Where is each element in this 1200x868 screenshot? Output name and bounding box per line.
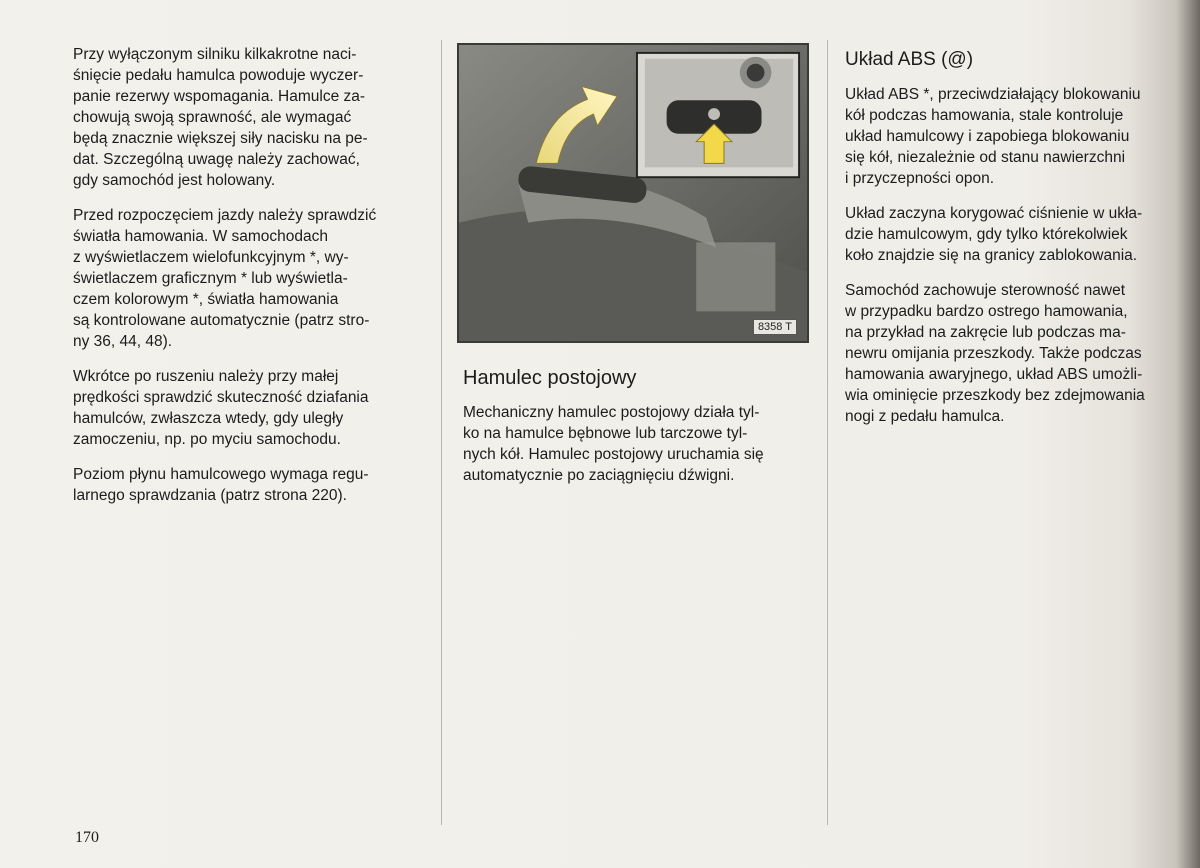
page-number: 170	[75, 829, 99, 846]
paragraph-brake-test: Wkrótce po ruszeniu należy przy małej prędkości sprawdzić skuteczność dziafania hamulców, zwłaszcza wtedy, gdy uległy zamoczeniu, np. po myciu samochodu.	[73, 368, 369, 448]
paragraph-abs-steering: Samochód zachowuje sterowność nawet w przypadku bardzo ostrego hamowania, na przykład na zakręcie lub podczas ma- newru omijania przeszkody. Także podczas hamowania awaryjnego, układ ABS umożli- wia ominięcie przeszkody bez zdejmowania nogi z pedału hamulca.	[845, 282, 1145, 425]
paragraph-abs-pressure: Układ zaczyna korygować ciśnienie w ukła- dzie hamulcowym, gdy tylko którekolwiek koło znajdzie się na granicy zablokowania.	[845, 205, 1143, 264]
parking-brake-illustration	[459, 45, 807, 341]
heading-parking-brake: Hamulec postojowy	[463, 367, 637, 389]
paragraph-parking-brake: Mechaniczny hamulec postojowy działa tyl- ko na hamulce bębnowe lub tarczowe tyl- nych kół. Hamulec postojowy uruchamia się automatycznie po zaciągnięciu dźwigni.	[463, 404, 764, 484]
column-divider-left	[441, 40, 442, 825]
paragraph-brake-lights: Przed rozpoczęciem jazdy należy sprawdzić światła hamowania. W samochodach z wyświetlaczem wielofunkcyjnym *, wy- świetlaczem graficznym * lub wyświetla- czem kolorowym *, światła hamowania są kontrolowane automatycznie (patrz stro- ny 36, 44, 48).	[73, 207, 377, 350]
paragraph-brake-assist: Przy wyłączonym silniku kilkakrotne naci- śnięcie pedału hamulca powoduje wyczer- panie rezerwy wspomagania. Hamulce za- chowują swoją sprawność, ale wymagać będą znacznie większej siły nacisku na pe- dat. Szczególną uwagę należy zachować, gdy samochód jest holowany.	[73, 46, 368, 189]
right-column	[845, 48, 1165, 441]
figure-label: 8358 T	[753, 319, 797, 335]
middle-column	[463, 366, 811, 500]
parking-brake-figure	[457, 43, 809, 343]
paragraph-abs-intro: Układ ABS *, przeciwdziałający blokowaniu kół podczas hamowania, stale kontroluje układ hamulcowy i zapobiega blokowaniu się kół, niezależnie od stanu nawierzchni i przyczepności opon.	[845, 86, 1141, 187]
left-column	[73, 44, 425, 520]
column-divider-right	[827, 40, 828, 825]
paragraph-brake-fluid: Poziom płynu hamulcowego wymaga regu- larnego sprawdzania (patrz strona 220).	[73, 466, 369, 504]
heading-abs: Układ ABS (@)	[845, 49, 974, 70]
